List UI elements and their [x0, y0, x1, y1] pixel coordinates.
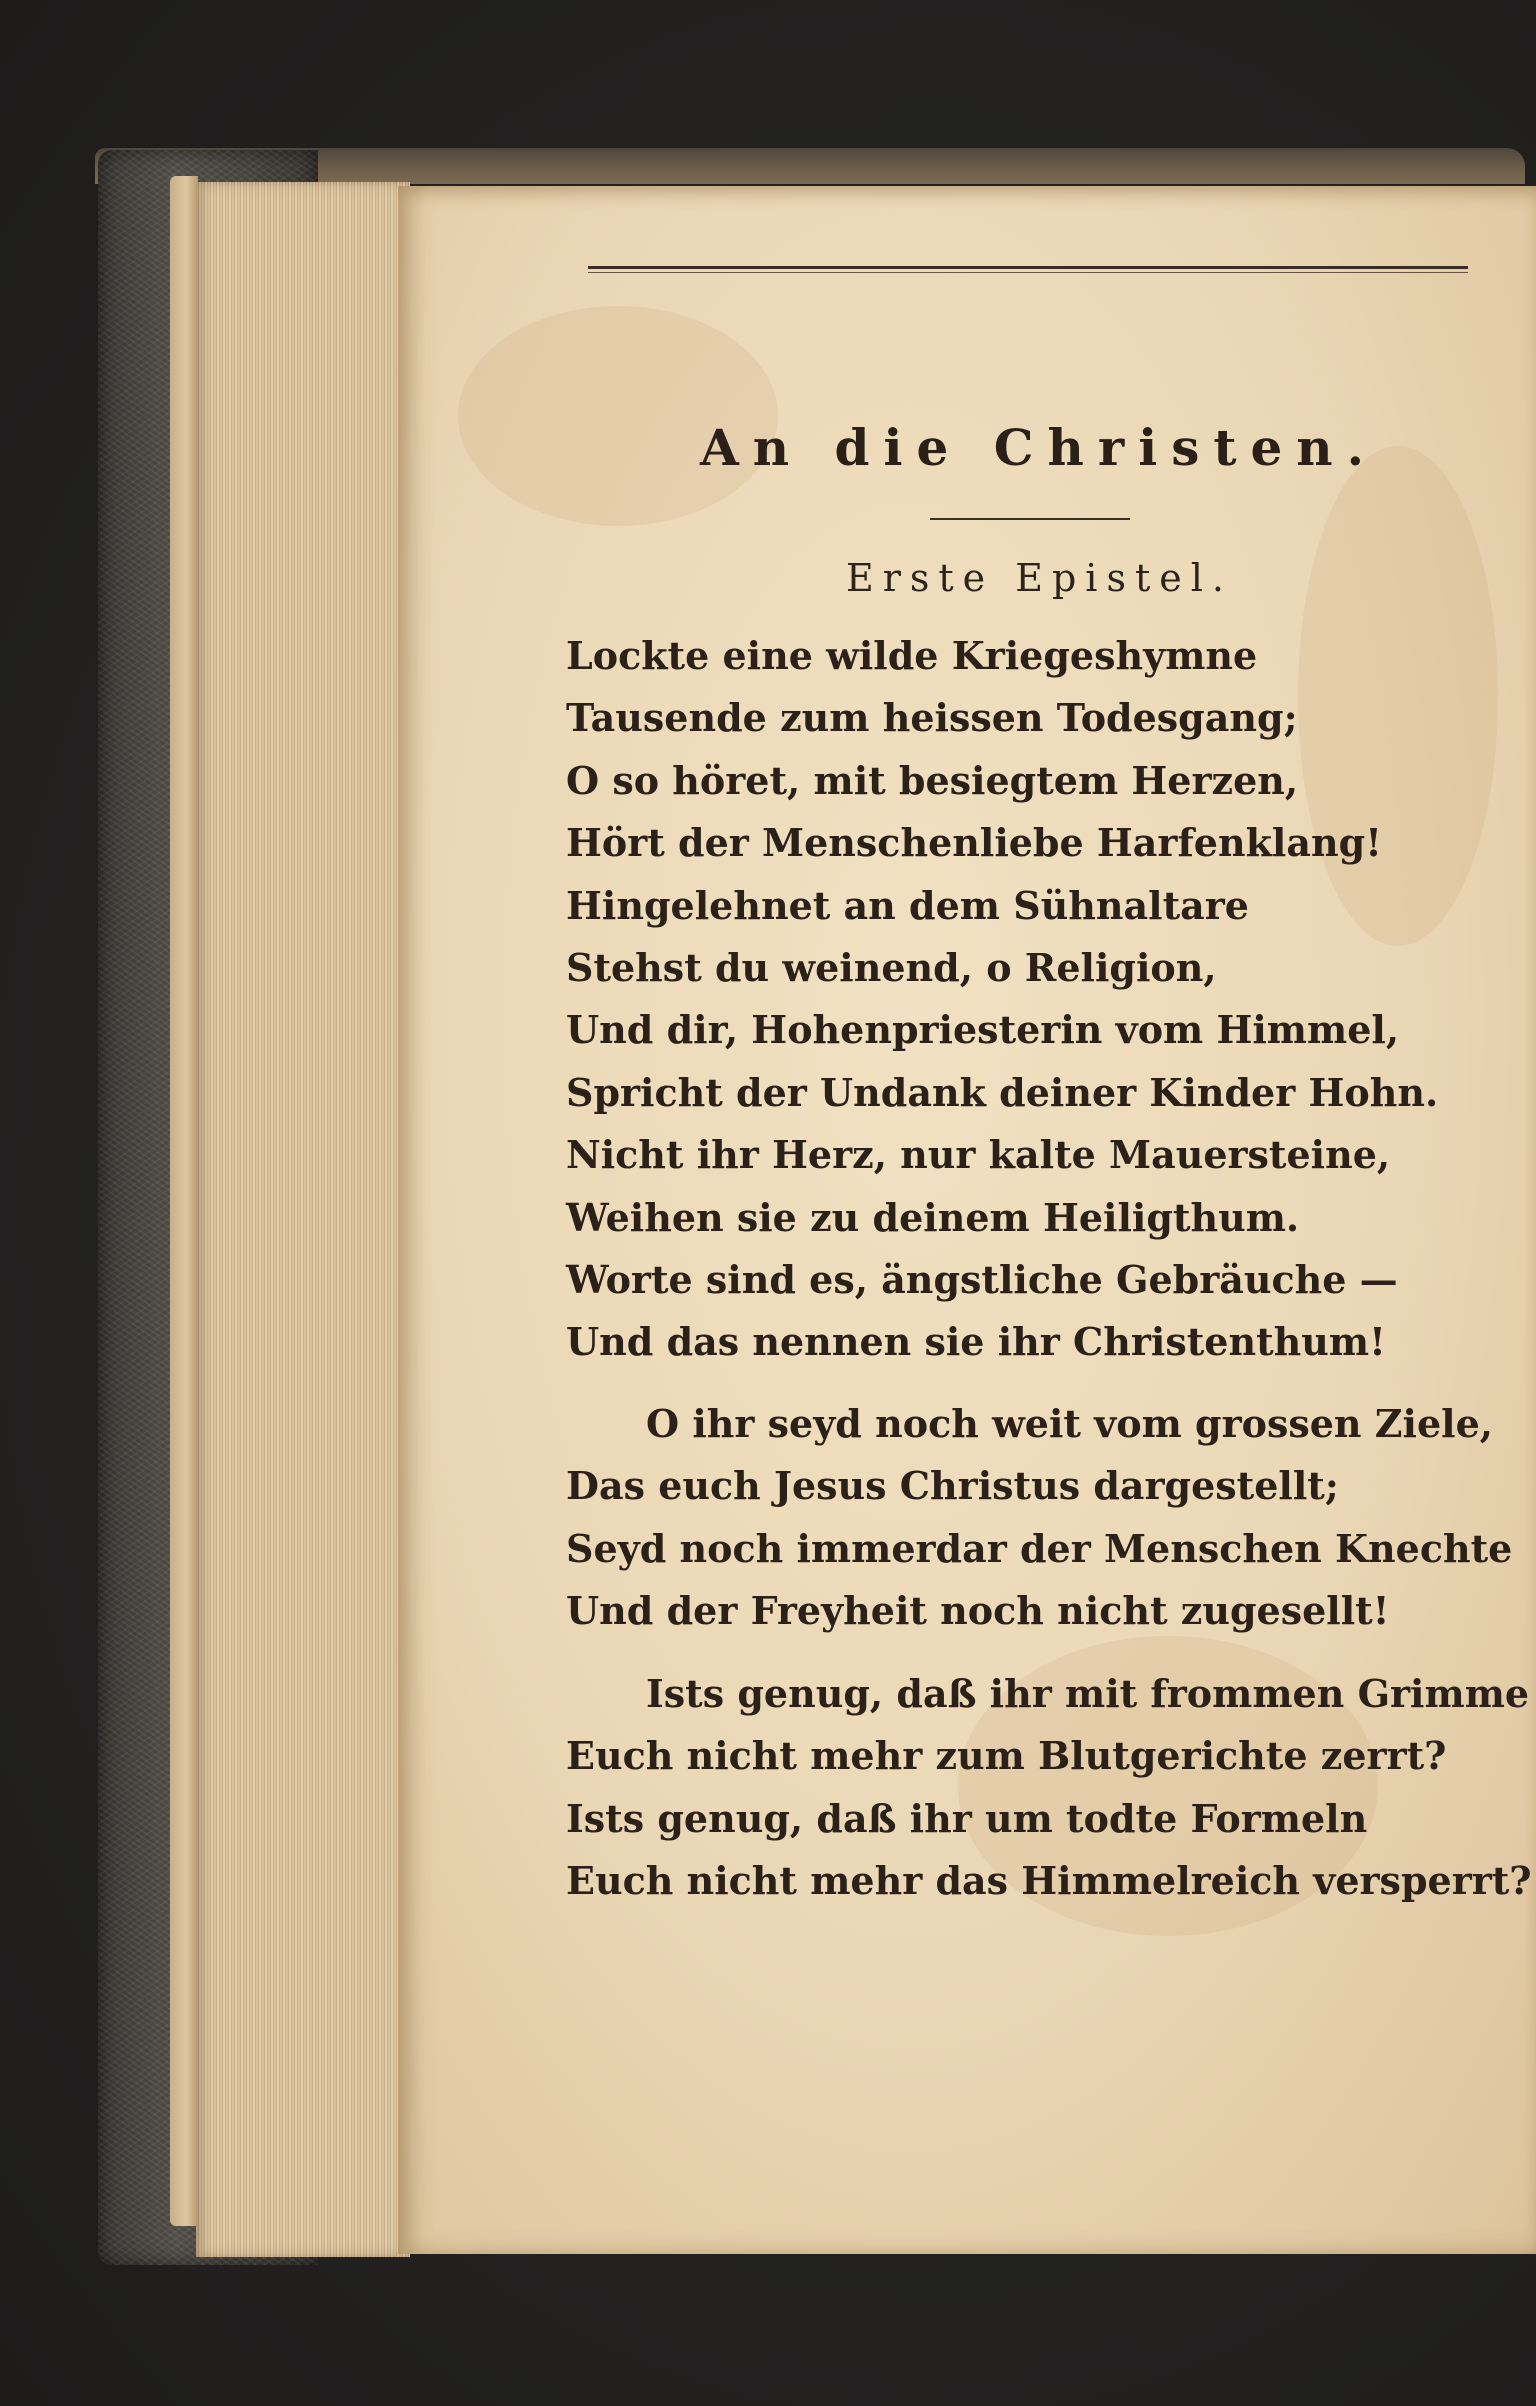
- page-block-edge: [196, 182, 410, 2257]
- title-divider: [930, 518, 1130, 520]
- verse-line: Und dir, Hohenpriesterin vom Himmel,: [566, 1007, 1400, 1053]
- verse-line: Das euch Jesus Christus dargestellt;: [566, 1463, 1339, 1509]
- verse-line: Hingelehnet an dem Sühnaltare: [566, 882, 1249, 928]
- verse-line: Ists genug, daß ihr um todte Formeln: [566, 1795, 1368, 1841]
- stanza-1: [566, 625, 1466, 1374]
- header-rule: [588, 266, 1468, 269]
- verse-line: Euch nicht mehr das Himmelreich versperrt?: [566, 1858, 1532, 1904]
- cover-edge: [170, 176, 198, 2226]
- poem-subtitle: Erste Epistel.: [846, 556, 1233, 600]
- verse-line: Euch nicht mehr zum Blutgerichte zerrt?: [566, 1733, 1447, 1779]
- stanza-2: [566, 1393, 1513, 1643]
- verse-line: Stehst du weinend, o Religion,: [566, 945, 1217, 991]
- page-stain: [458, 306, 778, 526]
- verse-line: Spricht der Undank deiner Kinder Hohn.: [566, 1069, 1439, 1115]
- verse-line: Tausende zum heissen Todesgang;: [566, 695, 1298, 741]
- poem-title: An die Christen.: [700, 418, 1379, 477]
- verse-line: Und das nennen sie ihr Christenthum!: [566, 1319, 1386, 1365]
- verse-line: Lockte eine wilde Kriegeshymne: [566, 633, 1258, 678]
- stanza-3: [566, 1663, 1532, 1913]
- verse-line: Weihen sie zu deinem Heiligthum.: [566, 1194, 1300, 1240]
- verse-line: Hört der Menschenliebe Harfenklang!: [566, 820, 1382, 866]
- verse-line: Und der Freyheit noch nicht zugesellt!: [566, 1588, 1390, 1634]
- verse-line: O so höret, mit besiegtem Herzen,: [566, 757, 1299, 803]
- verse-line: Worte sind es, ängstliche Gebräuche —: [566, 1257, 1398, 1303]
- verse-line: Nicht ihr Herz, nur kalte Mauersteine,: [566, 1132, 1391, 1178]
- verse-line: O ihr seyd noch weit vom grossen Ziele,: [646, 1401, 1493, 1446]
- verse-line: Seyd noch immerdar der Menschen Knechte: [566, 1525, 1513, 1571]
- verse-line: Ists genug, daß ihr mit frommen Grimme: [646, 1671, 1530, 1716]
